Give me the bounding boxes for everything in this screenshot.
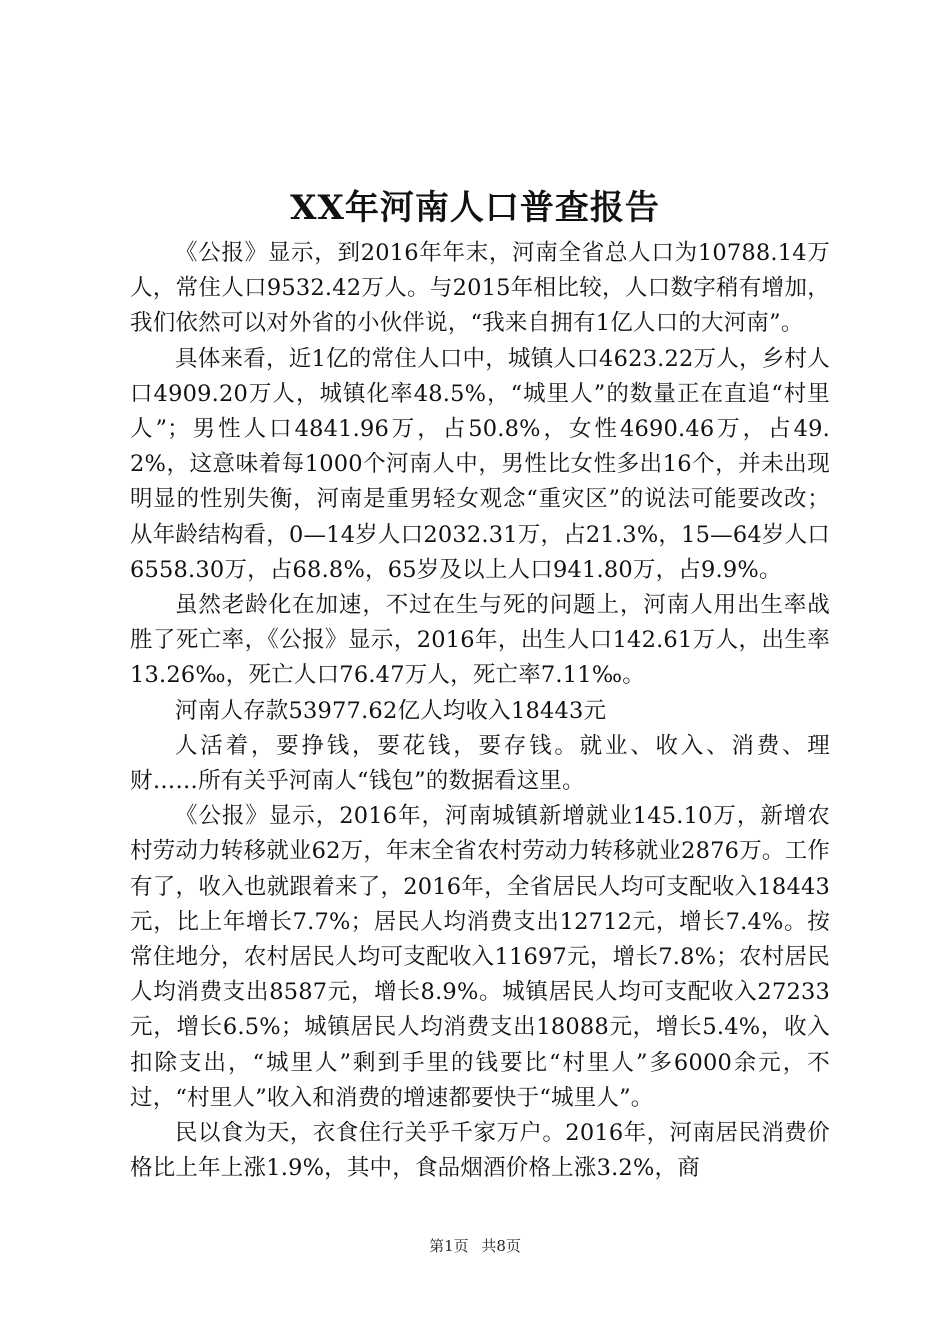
- paragraph: 民以食为天，衣食住行关乎千家万户。2016年，河南居民消费价格比上年上涨1.9%，其中，食品烟酒价格上涨3.2%，商: [130, 1120, 830, 1182]
- paragraph: 虽然老龄化在加速，不过在生与死的问题上，河南人用出生率战胜了死亡率，《公报》显示，2016年，出生人口142.61万人，出生率13.26‰，死亡人口76.47万人，死亡率7.11‰。: [130, 592, 830, 689]
- section-heading: 河南人存款53977.62亿人均收入18443元: [175, 697, 607, 724]
- paragraph: 《公报》显示，2016年，河南城镇新增就业145.10万，新增农村劳动力转移就业62万，年末全省农村劳动力转移就业2876万。工作有了，收入也就跟着来了，2016年，全省居民人均可支配收入18443元，比上年增长7.7%；居民人均消费支出12712元，增长7.4%。按常住地分，农村居民人均可支配收入11697元，增长7.8%；农村居民人均消费支出8587元，增长8.9%。城镇居民人均可支配收入27233元，增长6.5%；城镇居民人均消费支出18088元，增长5.4%，收入扣除支出，“城里人”剩到手里的钱要比“村里人”多6000余元，不过，“村里人”收入和消费的增速都要快于“城里人”。: [130, 803, 830, 1111]
- page-number: 第1页: [429, 1237, 469, 1255]
- document-body: [130, 236, 830, 1186]
- page-footer: [0, 1236, 950, 1256]
- document-title: XX年河南人口普查报告: [290, 188, 660, 228]
- page-total: 共8页: [481, 1237, 521, 1255]
- paragraph: 《公报》显示，到2016年年末，河南全省总人口为10788.14万人，常住人口9532.42万人。与2015年相比较，人口数字稍有增加，我们依然可以对外省的小伙伴说，“我来自拥有1亿人口的大河南”。: [130, 240, 830, 337]
- paragraph: 人活着，要挣钱，要花钱，要存钱。就业、收入、消费、理财……所有关乎河南人“钱包”的数据看这里。: [130, 732, 830, 795]
- paragraph: 具体来看，近1亿的常住人口中，城镇人口4623.22万人，乡村人口4909.20万人，城镇化率48.5%，“城里人”的数量正在直追“村里人”；男性人口4841.96万，占50.8%，女性4690.46万，占49.2%，这意味着每1000个河南人中，男性比女性多出16个，并未出现明显的性别失衡，河南是重男轻女观念“重灾区”的说法可能要改改；从年龄结构看，0—14岁人口2032.31万，占21.3%，15—64岁人口6558.30万，占68.8%，65岁及以上人口941.80万，占9.9%。: [130, 345, 830, 583]
